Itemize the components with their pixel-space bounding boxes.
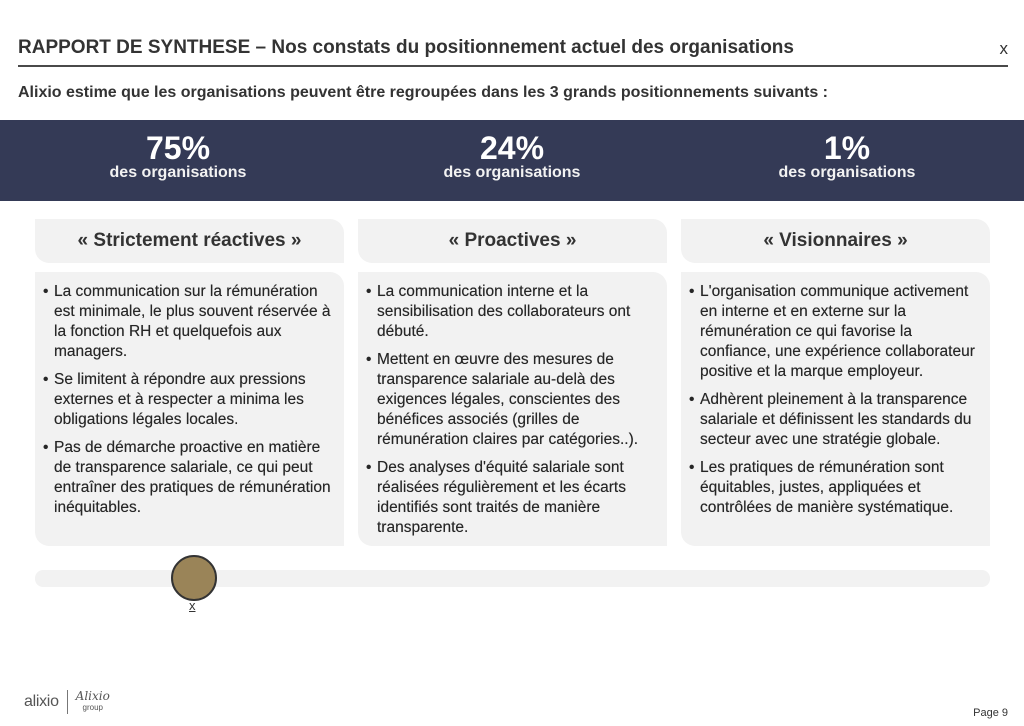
position-slider-knob[interactable]: [171, 555, 217, 601]
stats-band: [0, 120, 1024, 201]
bullet-list: [366, 282, 663, 538]
column-visionary: [681, 219, 990, 546]
bullet-item: • L'organisation communique activement en interne et en externe sur la rémunération ce qui favorise la confiance, une expérience collaborateur positive et la marque employeur.: [689, 282, 986, 382]
stat-percentage: 1%: [823, 130, 871, 166]
stat-visionary: [717, 132, 977, 182]
slider-marker-label[interactable]: x: [189, 598, 196, 613]
bullet-item: • Se limitent à répondre aux pressions externes et à respecter a minima les obligations légales locales.: [43, 370, 340, 430]
bullet-list: [43, 282, 340, 518]
column-proactive: [358, 219, 667, 546]
bullet-item: • La communication interne et la sensibilisation des collaborateurs ont débuté.: [366, 282, 663, 342]
logo-group-text: group: [82, 703, 103, 712]
stat-reactive: [48, 132, 308, 182]
logo-wordmark: alixio: [24, 693, 59, 710]
bullet-item: • Les pratiques de rémunération sont équitables, justes, appliquées et contrôlées de manière systématique.: [689, 458, 986, 518]
subtitle: Alixio estime que les organisations peuvent être regroupées dans les 3 grands positionnements suivants :: [18, 84, 828, 101]
column-body: [681, 272, 990, 546]
page-number: Page 9: [973, 707, 1008, 719]
logo-divider: [67, 690, 68, 714]
stat-label: des organisations: [443, 164, 581, 181]
stat-percentage: 24%: [479, 130, 545, 166]
bullet-item: • Adhèrent pleinement à la transparence salariale et définissent les standards du secteur avec une stratégie globale.: [689, 390, 986, 450]
slide-header: [18, 37, 1008, 67]
column-heading: « Strictement réactives »: [35, 219, 344, 263]
bullet-item: • Mettent en œuvre des mesures de transparence salariale au-delà des exigences légales, conscientes des bénéfices associés (grilles de rémunération claires par catégories..).: [366, 350, 663, 450]
logo-group-mark: [76, 691, 110, 713]
bullet-item: • Des analyses d'équité salariale sont réalisées régulièrement et les écarts identifiés sont traités de manière transparente.: [366, 458, 663, 538]
stat-percentage: 75%: [145, 130, 211, 166]
column-body: [358, 272, 667, 546]
alixio-logo: [24, 690, 110, 714]
close-icon[interactable]: x: [999, 39, 1008, 58]
bullet-item: • La communication sur la rémunération est minimale, le plus souvent réservée à la fonction RH et quelquefois aux managers.: [43, 282, 340, 362]
column-reactive: [35, 219, 344, 546]
bullet-list: [689, 282, 986, 518]
column-heading: « Visionnaires »: [681, 219, 990, 263]
page-title: RAPPORT DE SYNTHESE – Nos constats du positionnement actuel des organisations: [18, 37, 794, 58]
column-body: [35, 272, 344, 546]
stat-proactive: [382, 132, 642, 182]
bullet-item: • Pas de démarche proactive en matière de transparence salariale, ce qui peut entraîner des pratiques de rémunération inéquitables.: [43, 438, 340, 518]
stat-label: des organisations: [109, 164, 247, 181]
stat-label: des organisations: [778, 164, 916, 181]
logo-script-text: Alixio: [75, 689, 110, 703]
column-heading: « Proactives »: [358, 219, 667, 263]
